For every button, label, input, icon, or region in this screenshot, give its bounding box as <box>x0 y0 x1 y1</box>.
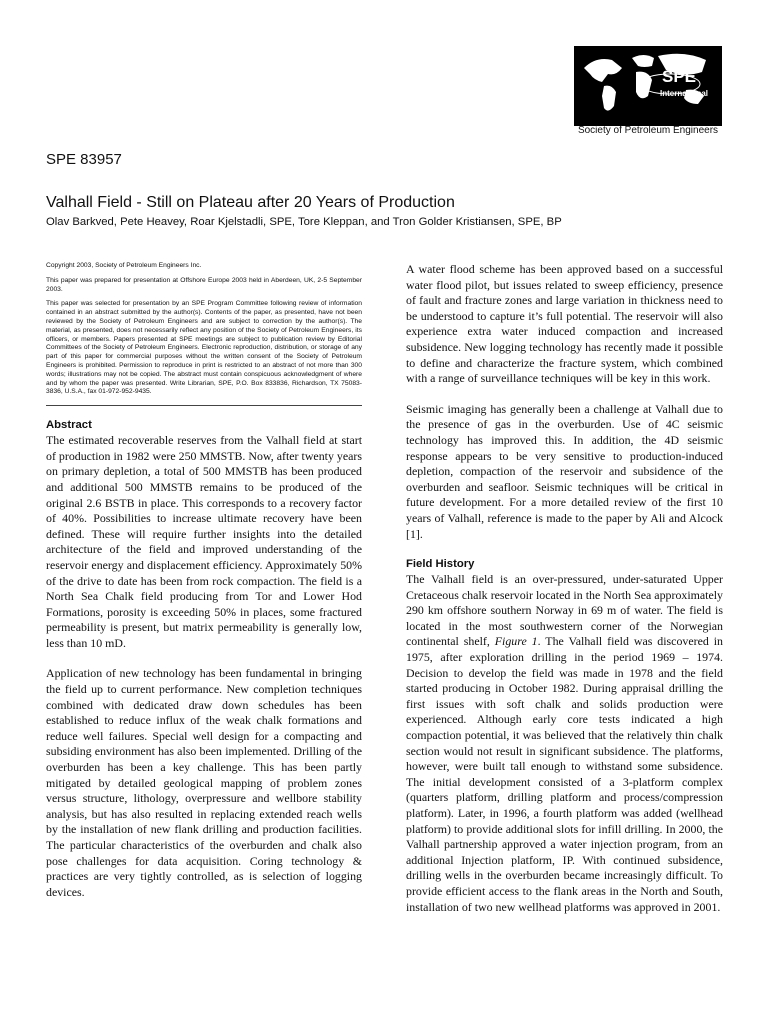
selection-notice: This paper was selected for presentation by an SPE Program Committee following review of information contained in an abstract submitted by the author(s). Contents of the paper, as presented, have not been reviewed by the Society of Petroleum Engineers and are subject to correction by the author(s). The material, as presented, does not necessarily reflect any position of the Society of Petroleum Engineers, its officers, or members. Papers presented at SPE meetings are subject to publication review by Editorial Committees of the Society of Petroleum Engineers. Electronic reproduction, distribution, or storage of any part of this paper for commercial purposes without the written consent of the Society of Petroleum Engineers is prohibited. Permission to reproduce in print is restricted to an abstract of not more than 300 words; illustrations may not be copied. The abstract must contain conspicuous acknowledgment of where and by whom the paper was presented. Write Librarian, SPE, P.O. Box 833836, Richardson, TX 75083-3836, U.S.A., fax 01-972-952-9435. <box>46 300 362 396</box>
field-history-text-a: The Valhall field is an over-pressured, under-saturated Upper Cretaceous chalk reservoir located in the North Sea approximately 290 km offshore southern Norway in 69 m of water. The field is located in the most southwestern corner of the Norwegian continental shelf, <box>406 572 723 649</box>
figure-1-reference[interactable]: Figure 1 <box>494 634 538 649</box>
spe-logo <box>574 46 722 142</box>
waterflood-paragraph: A water flood scheme has been approved based on a successful water flood pilot, but issues related to sweep efficiency, presence of fault and fracture zones and large variation in thickness need to be understood to capture it’s full potential. The reservoir will also experience extra water induced compaction and increased subsidence. New logging technology has recently made it possible to define and characterize the fracture system, which combined with a range of surveillance techniques will be key in this work. <box>406 262 723 386</box>
left-column <box>46 262 362 915</box>
field-history-paragraph <box>406 572 723 915</box>
right-column <box>406 262 723 930</box>
logo-caption: Society of Petroleum Engineers <box>577 125 719 136</box>
field-history-heading: Field History <box>406 558 475 571</box>
field-history-text-b: . The Valhall field was discovered in 1975, after exploration drilling in the period 1969 – 1974. Decision to develop the field was made in 1978 and the field started producing in October 1982. During appraisal drilling the first issues with soft chalk and solids production were experienced. Although early core tests indicated a high compaction potential, it was believed that the relatively thin chalk section would not result in significant subsidence. The platforms, however, were built tall enough to withstand some subsidence. The initial development consisted of a 3-platform complex (quarters platform, drilling platform and process/compression platform). Later, in 1996, a fourth platform was added (wellhead platform) to provide additional slots for infill drilling. In 2000, the Valhall partnership approved a water injection program, from an additional Injection platform, IP. With continued subsidence, drilling wells in the overburden became increasingly difficult. To provide efficient access to the flank areas in the North and South, installation of two new wellhead platforms was approved in 2001. <box>406 634 723 914</box>
notice-divider <box>46 405 362 406</box>
paper-number: SPE 83957 <box>46 151 122 168</box>
seismic-paragraph: Seismic imaging has generally been a challenge at Valhall due to the presence of gas in the overburden. Use of 4C seismic technology has improved this. In addition, the 4D seismic response appears to be very sensitive to production-induced depletion, compaction of the reservoir and subsidence of the overburden and seafloor. Seismic techniques will be critical in future development. For a more detailed review of the first 10 years of Valhall, reference is made to the paper by Ali and Alcock [1]. <box>406 401 723 541</box>
abstract-heading: Abstract <box>46 419 92 432</box>
globe-logo-icon <box>574 46 722 126</box>
copyright-notice: Copyright 2003, Society of Petroleum Engineers Inc. <box>46 262 202 269</box>
abstract-paragraph-2: Application of new technology has been fundamental in bringing the field up to current performance. New completion techniques combined with dedicated draw down schedules has been established to reduce influx of the weak chalk formations and reduce well failures. Special well design for a compacting and subsiding environment has also been implemented. Drilling of the overburden has been a key challenge. This has been partly mitigated by detailed geological mapping of problem zones versus structure, lithology, overpressure and wellbore stability analysis, but has also resulted in replacing extended reach wells by the installation of new flank drilling and production facilities. The particular characteristics of the overburden and chalk also pose challenges for data acquisition. Coring technology & practices are very tightly controlled, as is selection of logging devices. <box>46 666 362 899</box>
logo-mark-subtext: International <box>660 89 709 98</box>
logo-mark-text: SPE <box>662 67 697 86</box>
author-list: Olav Barkved, Pete Heavey, Roar Kjelstadli, SPE, Tore Kleppan, and Tron Golder Kristiansen, SPE, BP <box>46 216 562 228</box>
presentation-notice: This paper was prepared for presentation at Offshore Europe 2003 held in Aberdeen, UK, 2-5 September 2003. <box>46 276 362 293</box>
abstract-paragraph-1: The estimated recoverable reserves from the Valhall field at start of production in 1982 were 250 MMSTB. Now, after twenty years on primary depletion, a total of 500 MMSTB has been produced and additional 500 MMSTB remains to be produced of the original 2.6 BSTB in place. This corresponds to a recovery factor of 40%. Possibilities to increase ultimate recovery have been defined. These will require further insights into the detailed architecture of the field and improved understanding of the reservoir energy and displacement efficiency. Approximately 50% of the drive to date has been from rock compaction. The field is a North Sea Chalk field producing from Tor and Lower Hod Formations, porosity is exceeding 50% in places, some fractured permeability is present, but matrix permeability is generally low, less than 10 mD. <box>46 433 362 650</box>
paper-title: Valhall Field - Still on Plateau after 20 Years of Production <box>46 194 455 211</box>
